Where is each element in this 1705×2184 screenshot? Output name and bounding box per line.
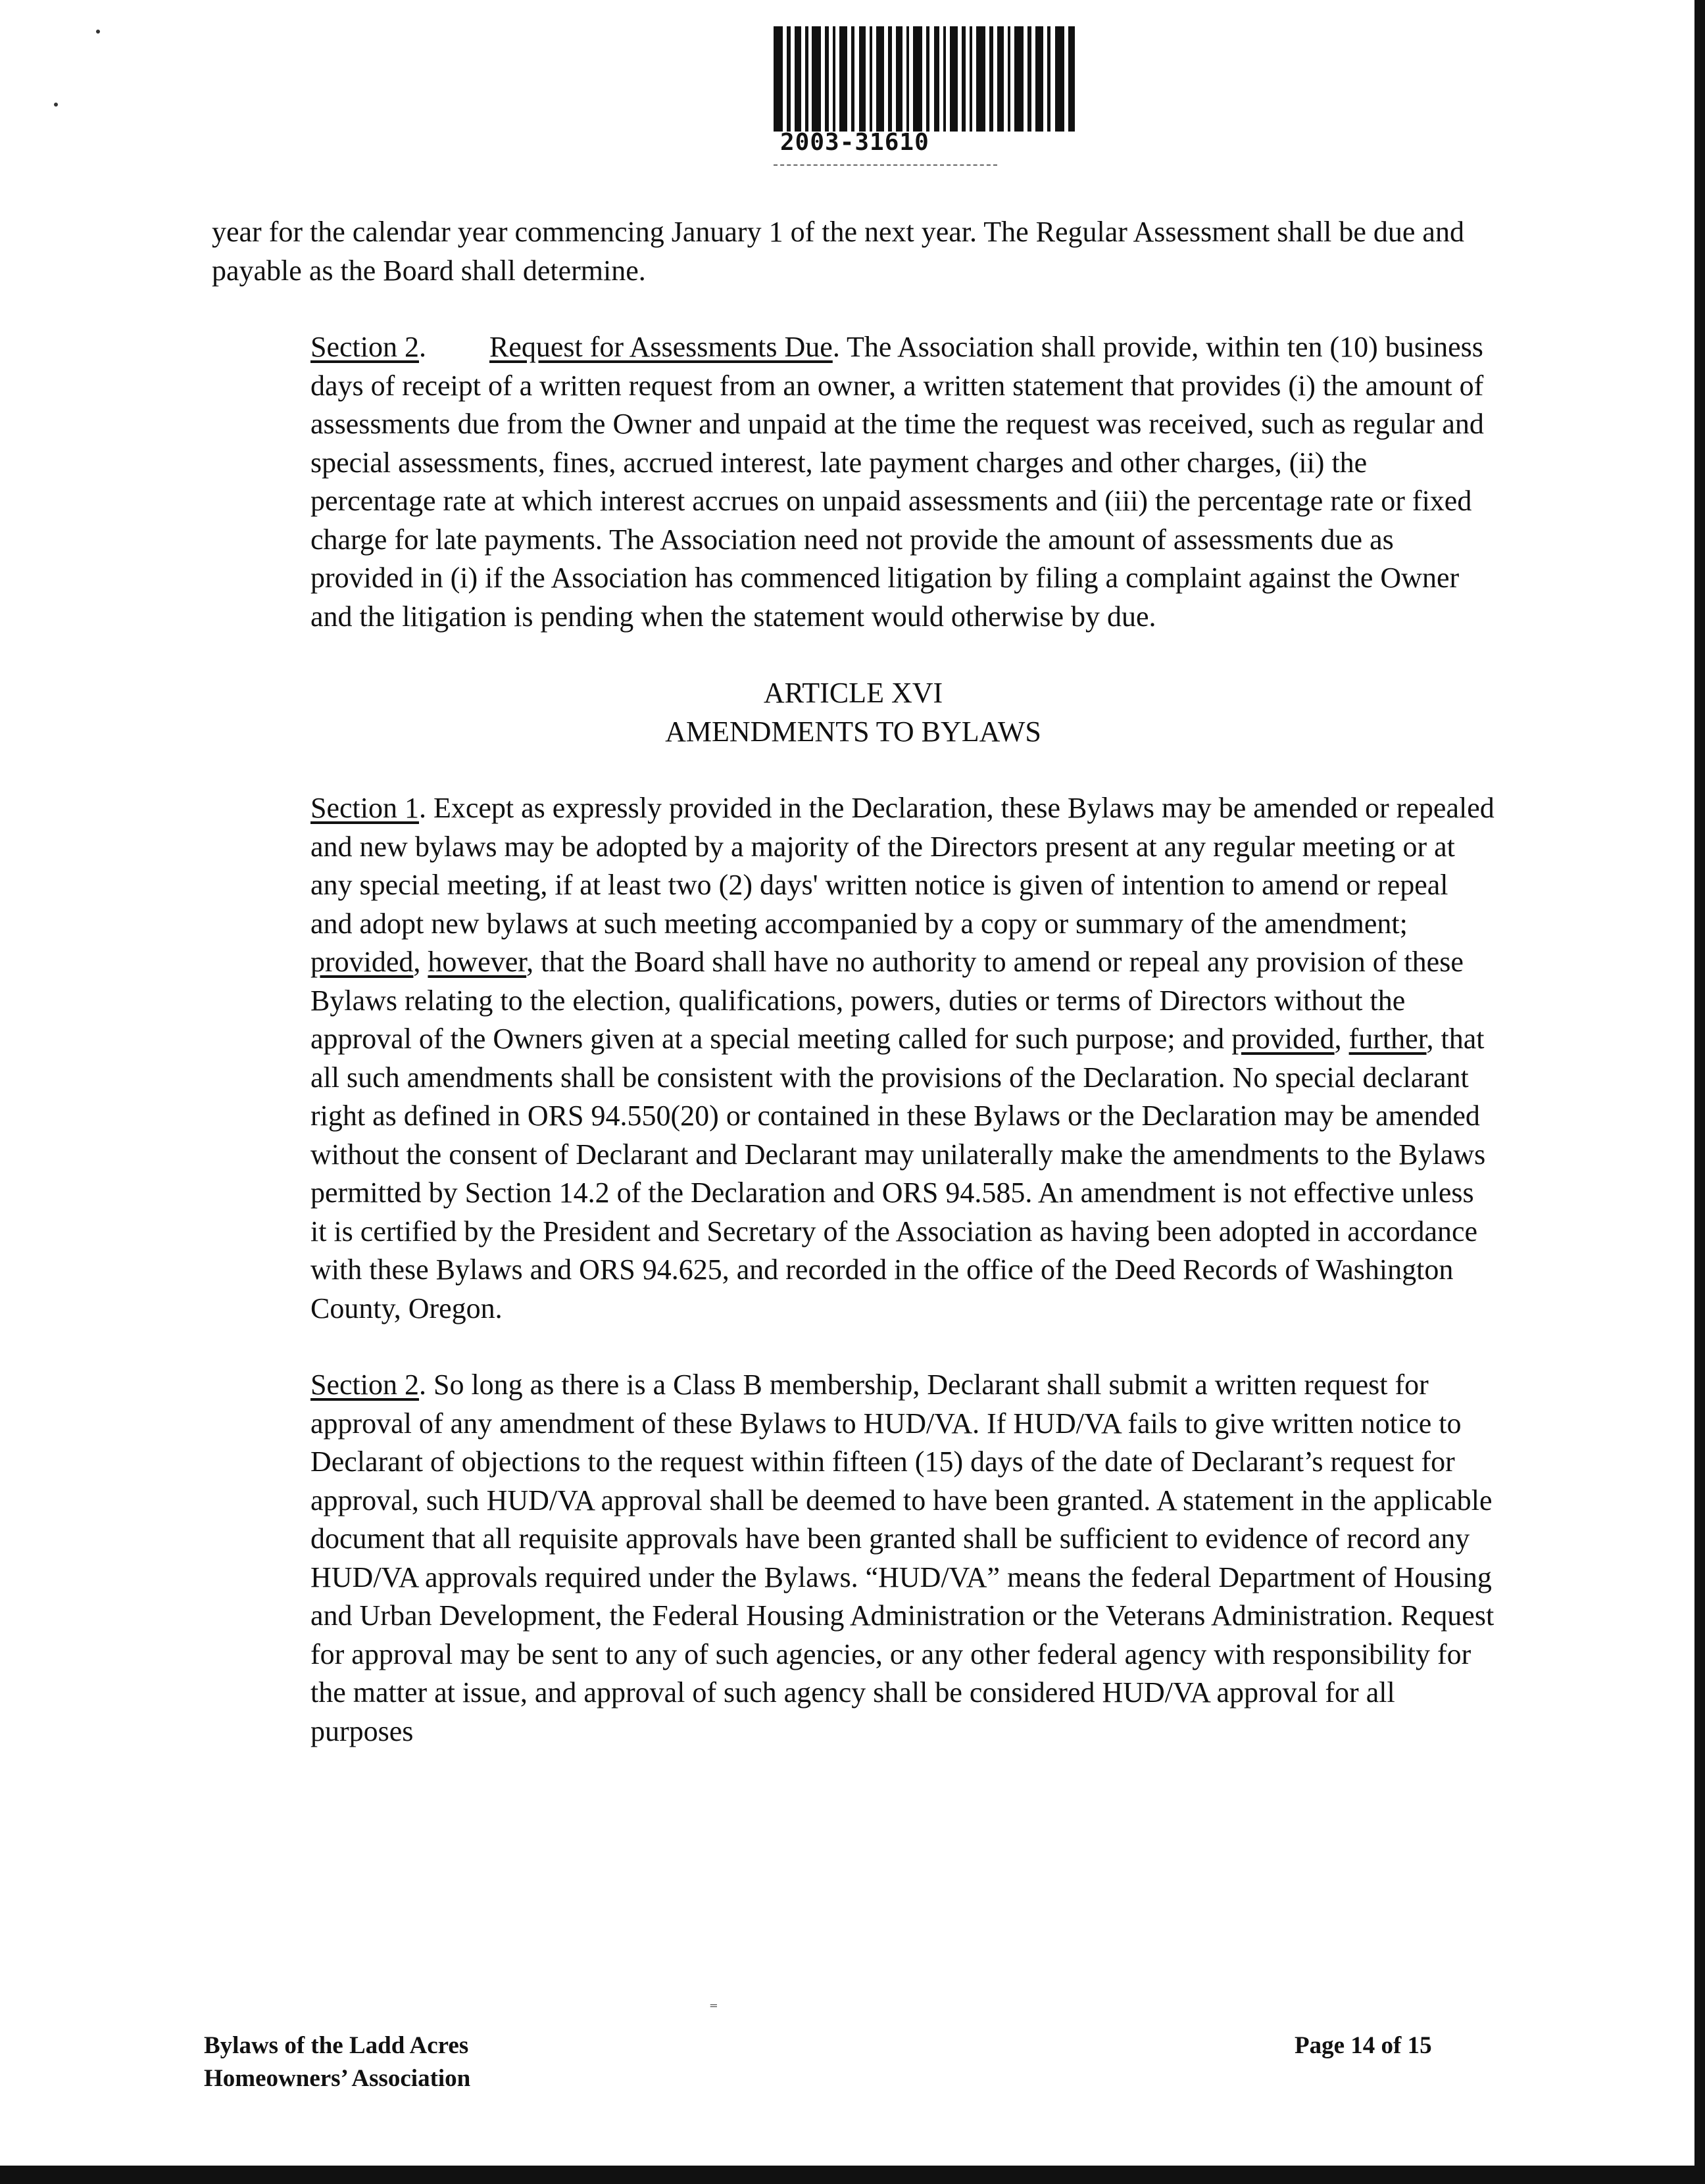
section-1-text-c: , that all such amendments shall be consistent with the provisions of the Declaration. No special declarant right as defined in ORS 94.550(20) or contained in these Bylaws or the Declaration may be amended without the consent of Declarant and Declarant may unilaterally make the amendments to the Bylaws permitted by Section 14.2 of the Declaration and ORS 94.585. An amendment is not effective unless it is certified by the President and Secretary of the Association as having been adopted in accordance with these Bylaws and ORS 94.625, and recorded in the office of the Deed Records of Washington County, Oregon. xyxy=(310,1023,1486,1324)
further-term: further xyxy=(1348,1023,1427,1055)
section-2-assessments-paragraph xyxy=(212,328,1495,636)
section-1-amendments-paragraph xyxy=(212,789,1495,1328)
scan-speck xyxy=(96,30,100,34)
scan-border-right xyxy=(1694,0,1705,2184)
section-2b-text: . So long as there is a Class B membership, Declarant shall submit a written request for approval of any amendment of these Bylaws to HUD/VA. If HUD/VA fails to give written notice to Declarant of objections to the request within fifteen (15) days of the date of Declarant’s request for approval, such HUD/VA approval shall be deemed to have been granted. A statement in the applicable document that all requisite approvals have been granted shall be sufficient to evidence of record any HUD/VA approvals required under the Bylaws. “HUD/VA” means the federal Department of Housing and Urban Development, the Federal Housing Administration or the Veterans Administration. Request for approval may be sent to any of such agencies, or any other federal agency with responsibility for the matter at issue, and approval of such agency shall be considered HUD/VA approval for all purposes xyxy=(310,1369,1495,1747)
section-2-text: The Association shall provide, within ten (10) business days of receipt of a written request from an owner, a written statement that provides (i) the amount of assessments due from the Owner and unpaid at the time the request was received, such as regular and special assessments, fines, accrued interest, late payment charges and other charges, (ii) the percentage rate at which interest accrues on unpaid assessments and (iii) the percentage rate or fixed charge for late payments. The Association need not provide the amount of assessments due as provided in (i) if the Association has commenced litigation by filing a complaint against the Owner and the litigation is pending when the statement would otherwise by due. xyxy=(310,331,1484,633)
barcode-icon xyxy=(774,26,1076,132)
article-number: ARTICLE XVI xyxy=(763,677,943,709)
provided-term: provided xyxy=(1231,1023,1335,1055)
section-2-label-punct: . xyxy=(418,331,426,363)
intro-paragraph: year for the calendar year commencing January 1 of the next year. The Regular Assessment shall be due and payable as the Board shall determine. xyxy=(212,216,1464,287)
scan-border-bottom xyxy=(0,2166,1705,2184)
scan-mark: ⁼ xyxy=(709,1999,718,2018)
article-title: AMENDMENTS TO BYLAWS xyxy=(665,715,1041,748)
section-1-label: Section 1 xyxy=(310,792,419,824)
footer-page-number: Page 14 of 15 xyxy=(1295,2032,1432,2059)
comma: , xyxy=(413,946,428,978)
section-2b-label: Section 2 xyxy=(310,1369,419,1401)
barcode-underline xyxy=(774,164,997,166)
footer-title-line-2: Homeowners’ Association xyxy=(204,2065,471,2092)
document-body xyxy=(212,213,1495,1789)
section-2-title: Request for Assessments Due xyxy=(489,331,833,363)
document-barcode xyxy=(774,26,1076,171)
section-2-title-punct: . xyxy=(832,331,840,363)
provided-term: provided xyxy=(310,946,414,978)
scan-speck xyxy=(54,103,58,107)
document-number: 2003-31610 xyxy=(780,129,929,156)
section-1-text-b: , that the Board shall have no authority to amend or repeal any provision of these Bylaws relating to the election, qualifications, powers, duties or terms of Directors without the approval of the Owners given at a special meeting called for such purpose; and xyxy=(310,946,1464,1055)
footer-document-title xyxy=(204,2029,470,2095)
comma: , xyxy=(1334,1023,1349,1055)
section-2-hudva-paragraph xyxy=(212,1366,1495,1751)
footer-title-line-1: Bylaws of the Ladd Acres xyxy=(204,2032,469,2059)
however-term: however xyxy=(428,946,527,978)
section-1-text-a: . Except as expressly provided in the Declaration, these Bylaws may be amended or repealed and new bylaws may be adopted by a majority of the Directors present at any regular meeting or at any special meeting, if at least two (2) days' written notice is given of intention to amend or repeal and adopt new bylaws at such meeting accompanied by a copy or summary of the amendment; xyxy=(310,792,1495,940)
article-heading xyxy=(212,674,1495,751)
section-2-label: Section 2 xyxy=(310,331,419,363)
